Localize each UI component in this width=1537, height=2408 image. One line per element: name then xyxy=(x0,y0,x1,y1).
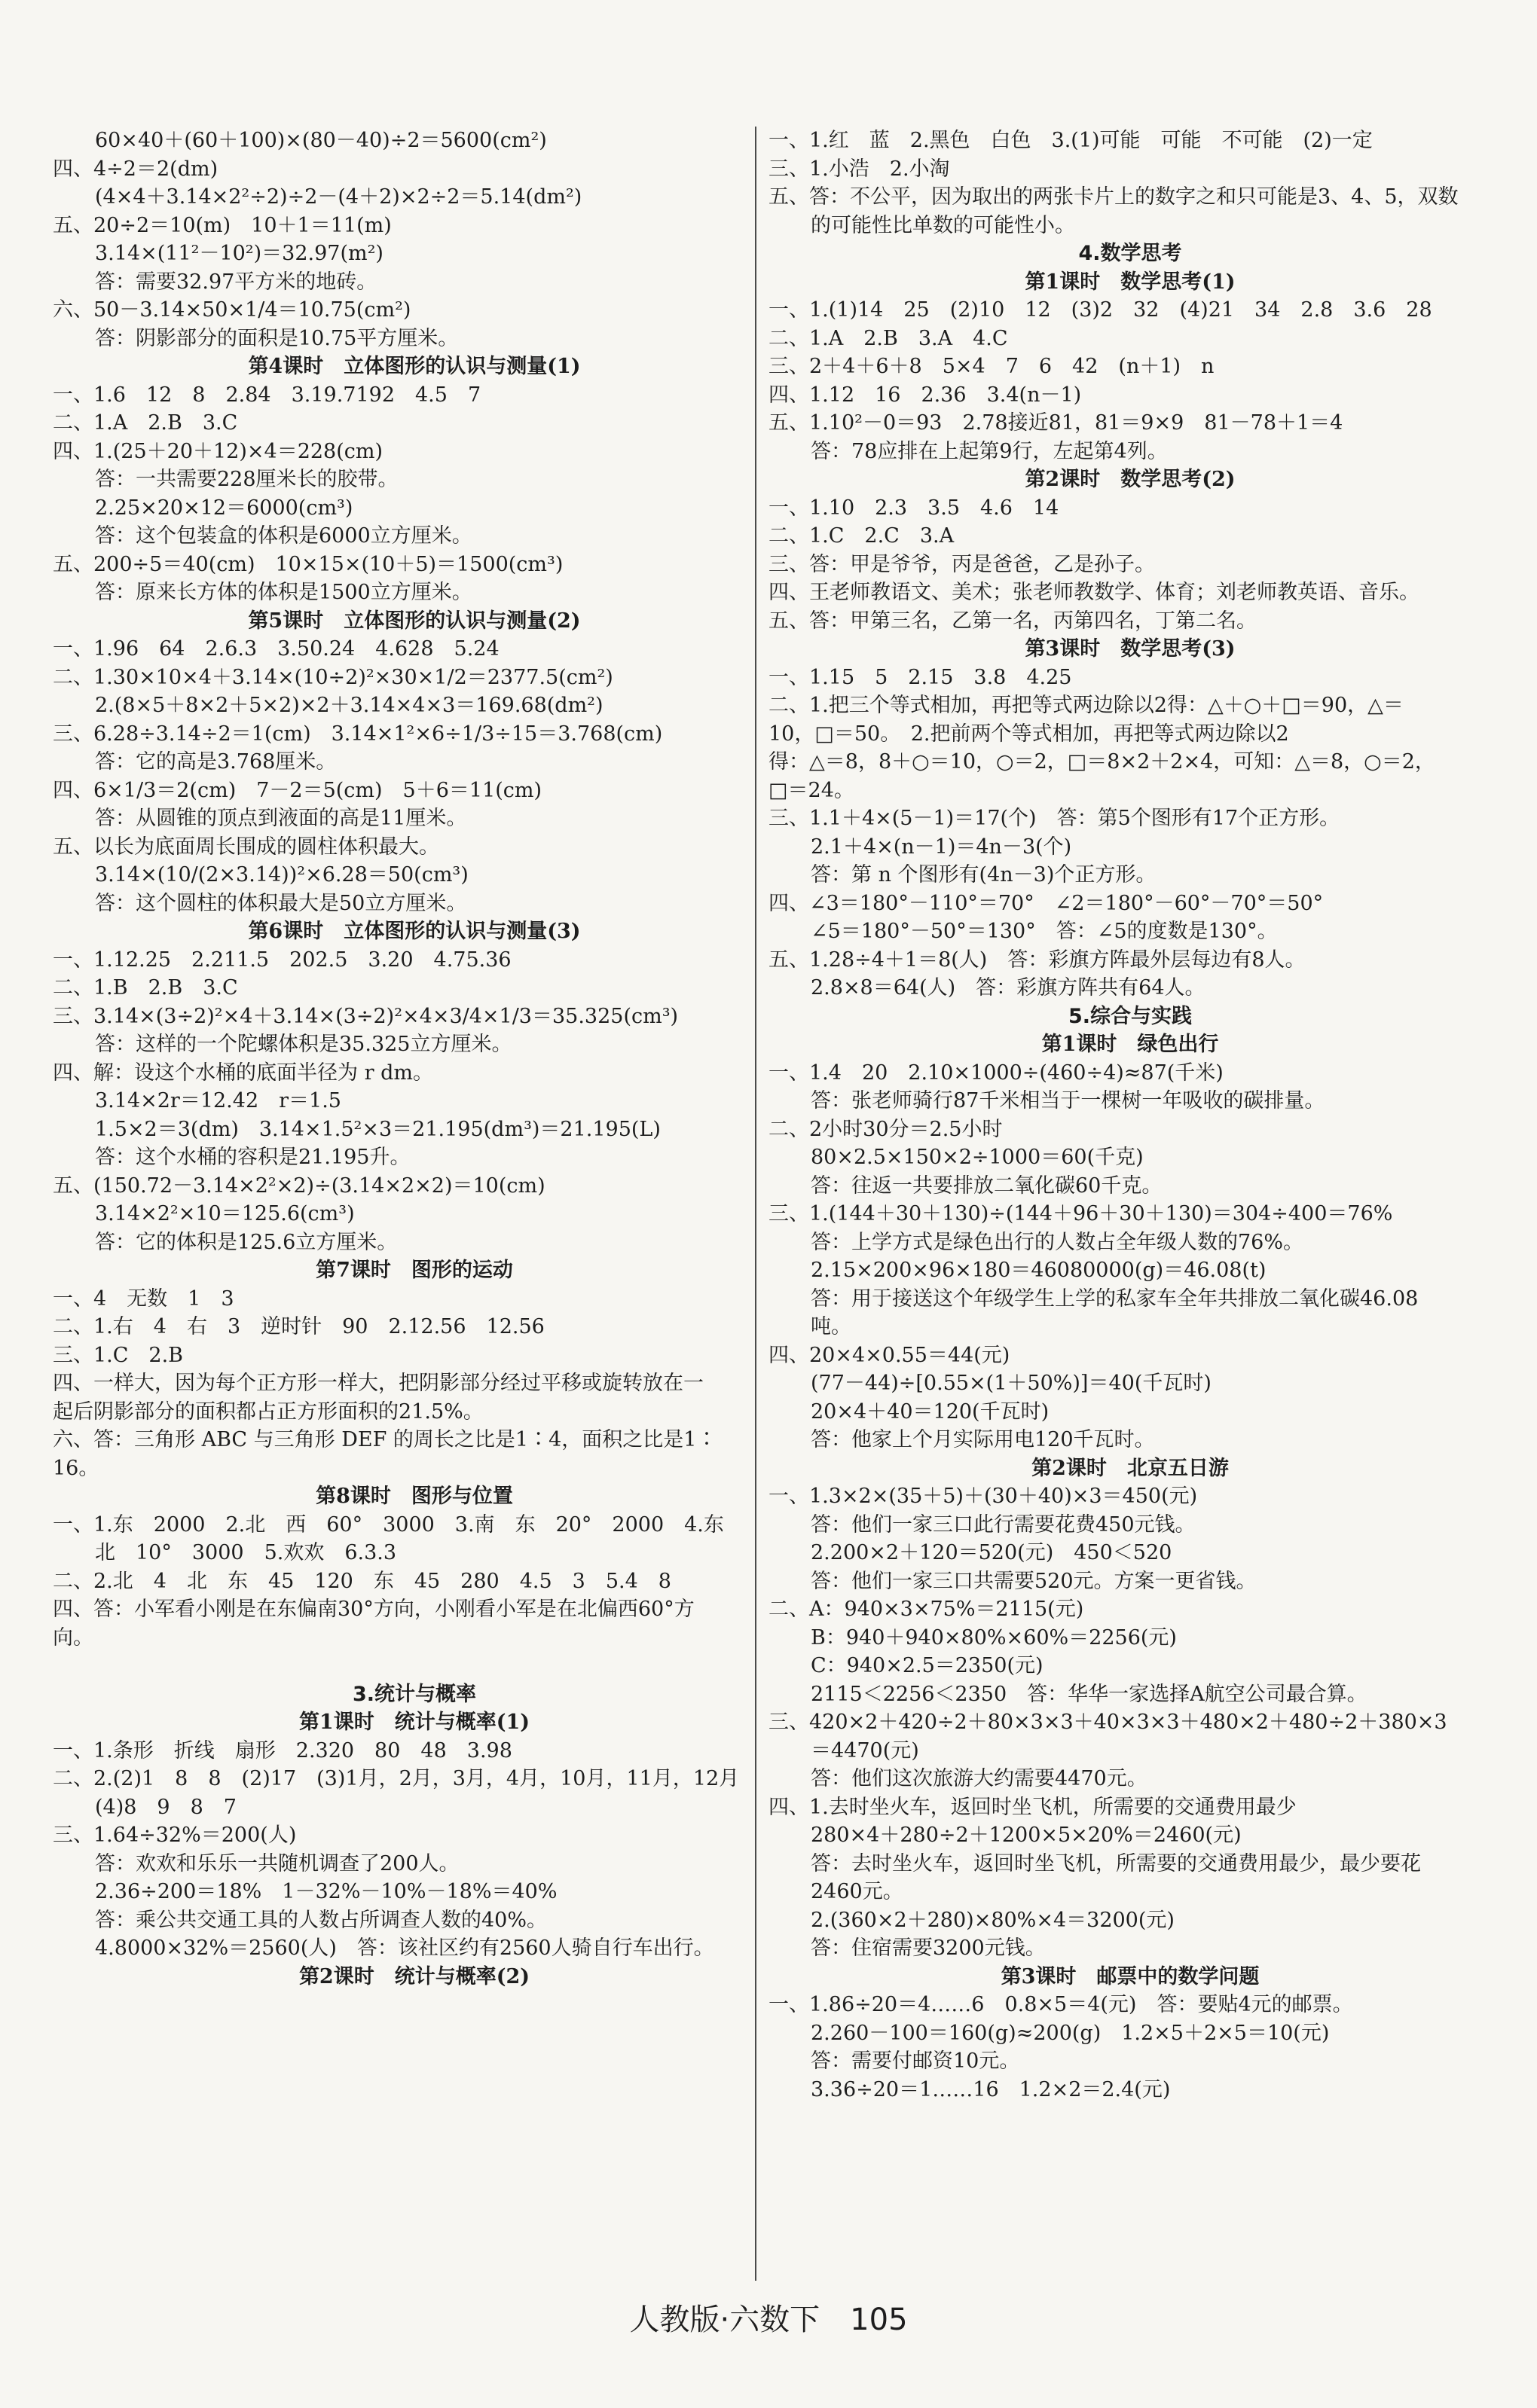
section-heading: 第4课时 立体图形的认识与测量(1) xyxy=(248,355,581,378)
answer-line xyxy=(53,1652,776,1680)
answer-line: 三、1.1＋4×(5－1)＝17(个) 答：第5个图形有17个正方形。 xyxy=(768,807,1340,830)
answer-line: (4)8 9 8 7 xyxy=(95,1795,237,1819)
answer-line: 三、420×2＋420÷2＋80×3×3＋40×3×3＋480×2＋480÷2＋380×3 xyxy=(768,1711,1447,1734)
answer-line: B：940＋940×80%×60%＝2256(元) xyxy=(811,1625,1177,1650)
answer-line: 得：△＝8，8＋○＝10，○＝2，□＝8×2＋2×4，可知：△＝8，○＝2， xyxy=(768,750,1435,774)
answer-line: ＝4470(元) xyxy=(811,1738,919,1763)
answer-line: 二、A：940×3×75%＝2115(元) xyxy=(768,1598,1084,1621)
answer-line: 三、1.C 2.B xyxy=(53,1343,184,1367)
answer-line: 向。 xyxy=(53,1625,93,1650)
answer-line: 吨。 xyxy=(811,1315,851,1338)
answer-line: 四、1.去时坐火车，返回时坐飞机，所需要的交通费用最少 xyxy=(768,1795,1297,1819)
answer-line: 80×2.5×150×2÷1000＝60(千克) xyxy=(811,1146,1144,1169)
answer-line: 2115＜2256＜2350 答：华华一家选择A航空公司最合算。 xyxy=(811,1682,1367,1706)
answer-line: 二、2.(2)1 8 8 (2)17 (3)1月，2月，3月，4月，10月，11月，12月 xyxy=(53,1767,740,1790)
answer-line: 一、1.96 64 2.6.3 3.50.24 4.628 5.24 xyxy=(53,637,500,661)
answer-line: 四、王老师教语文、美术；张老师教数学、体育；刘老师教英语、音乐。 xyxy=(768,581,1419,604)
answer-line: 答：这个圆柱的体积最大是50立方厘米。 xyxy=(95,891,467,915)
right-column xyxy=(768,127,1492,2104)
answer-line: 答：这样的一个陀螺体积是35.325立方厘米。 xyxy=(95,1033,512,1056)
answer-line: 2.(360×2＋280)×80%×4＝3200(元) xyxy=(811,1908,1175,1932)
answer-line: 2.15×200×96×180＝46080000(g)＝46.08(t) xyxy=(811,1259,1267,1282)
answer-line: 一、1.条形 折线 扇形 2.320 80 48 3.98 xyxy=(53,1738,512,1763)
answer-line: 五、20÷2＝10(m) 10＋1＝11(m) xyxy=(53,213,392,237)
answer-line: 答：需要付邮资10元。 xyxy=(811,2049,1020,2073)
answer-line: 280×4＋280÷2＋1200×5×20%＝2460(元) xyxy=(811,1824,1242,1847)
answer-line: 五、答：不公平，因为取出的两张卡片上的数字之和只可能是3、4、5，双数 xyxy=(768,185,1459,209)
answer-line: 2.(8×5＋8×2＋5×2)×2＋3.14×4×3＝169.68(dm²) xyxy=(95,694,603,717)
answer-line: 六、50－3.14×50×1/4＝10.75(cm²) xyxy=(53,298,411,322)
section-heading: 第7课时 图形的运动 xyxy=(316,1259,513,1282)
answer-line: 3.14×2²×10＝125.6(cm³) xyxy=(95,1202,355,1225)
answer-line: 一、1.15 5 2.15 3.8 4.25 xyxy=(768,665,1072,689)
answer-line: 2.260－100＝160(g)≈200(g) 1.2×5＋2×5＝10(元) xyxy=(811,2021,1330,2045)
answer-line: 四、一样大，因为每个正方形一样大，把阴影部分经过平移或旋转放在一 xyxy=(53,1372,704,1395)
answer-line: 一、1.6 12 8 2.84 3.19.7192 4.5 7 xyxy=(53,383,481,407)
section-heading: 4.数学思考 xyxy=(1078,242,1182,265)
answer-line: (4×4＋3.14×2²÷2)÷2－(4＋2)×2÷2＝5.14(dm²) xyxy=(95,185,582,209)
answer-line: 四、∠3＝180°－110°＝70° ∠2＝180°－60°－70°＝50° xyxy=(768,891,1324,915)
answer-line: 一、1.86÷20＝4……6 0.8×5＝4(元) 答：要贴4元的邮票。 xyxy=(768,1993,1353,2016)
answer-line: 答：他们一家三口共需要520元。方案一更省钱。 xyxy=(811,1569,1257,1593)
answer-line: 答：一共需要228厘米长的胶带。 xyxy=(95,468,399,491)
answer-line: 四、解：设这个水桶的底面半径为 r dm。 xyxy=(53,1061,433,1085)
answer-line: 3.14×(10/(2×3.14))²×6.28＝50(cm³) xyxy=(95,863,469,887)
answer-line: 一、1.12.25 2.211.5 202.5 3.20 4.75.36 xyxy=(53,948,512,972)
answer-line: C：940×2.5＝2350(元) xyxy=(811,1654,1044,1677)
answer-line: 答：原来长方体的体积是1500立方厘米。 xyxy=(95,581,472,604)
answer-line: 一、1.红 蓝 2.黑色 白色 3.(1)可能 可能 不可能 (2)一定 xyxy=(768,129,1373,152)
answer-line: 一、1.3×2×(35＋5)＋(30＋40)×3＝450(元) xyxy=(768,1485,1198,1508)
section-heading: 第1课时 绿色出行 xyxy=(1041,1033,1219,1056)
answer-line: 二、1.右 4 右 3 逆时针 90 2.12.56 12.56 xyxy=(53,1315,545,1338)
answer-line: 答：他们这次旅游大约需要4470元。 xyxy=(811,1767,1147,1790)
answer-line: 2.36÷200＝18% 1－32%－10%－18%＝40% xyxy=(95,1880,558,1903)
answer-line: 2.1＋4×(n－1)＝4n－3(个) xyxy=(811,835,1072,859)
answer-line: 二、1.A 2.B 3.A 4.C xyxy=(768,326,1008,350)
answer-line: 一、4 无数 1 3 xyxy=(53,1286,234,1311)
answer-line: 一、1.4 20 2.10×1000÷(460÷4)≈87(千米) xyxy=(768,1061,1224,1085)
answer-line: 1.5×2＝3(dm) 3.14×1.5²×3＝21.195(dm³)＝21.195(L) xyxy=(95,1117,661,1141)
answer-line: 四、1.(25＋20＋12)×4＝228(cm) xyxy=(53,439,383,463)
answer-line: 三、答：甲是爷爷，丙是爸爸，乙是孙子。 xyxy=(768,552,1155,576)
section-heading: 第1课时 数学思考(1) xyxy=(1025,270,1236,294)
answer-line: 3.14×2r＝12.42 r＝1.5 xyxy=(95,1089,341,1112)
answer-line: 60×40＋(60＋100)×(80－40)÷2＝5600(cm²) xyxy=(95,129,547,152)
answer-line: 答：张老师骑行87千米相当于一棵树一年吸收的碳排量。 xyxy=(811,1089,1325,1112)
answer-line: 的可能性比单数的可能性小。 xyxy=(811,213,1075,237)
answer-line: 四、20×4×0.55＝44(元) xyxy=(768,1343,1010,1367)
section-heading: 第2课时 统计与概率(2) xyxy=(298,1964,530,1988)
answer-line: 五、1.28÷4＋1＝8(人) 答：彩旗方阵最外层每边有8人。 xyxy=(768,948,1306,972)
answer-line: 起后阴影部分的面积都占正方形面积的21.5%。 xyxy=(53,1399,484,1424)
answer-line: 答：它的体积是125.6立方厘米。 xyxy=(95,1230,398,1254)
answer-line: 答：欢欢和乐乐一共随机调查了200人。 xyxy=(95,1851,460,1875)
section-heading: 第6课时 立体图形的认识与测量(3) xyxy=(248,920,581,943)
answer-line: 四、6×1/3＝2(cm) 7－2＝5(cm) 5＋6＝11(cm) xyxy=(53,778,542,802)
answer-line: 答：用于接送这个年级学生上学的私家车全年共排放二氧化碳46.08 xyxy=(811,1286,1419,1311)
answer-line: 20×4＋40＝120(千瓦时) xyxy=(811,1399,1050,1424)
answer-line: 三、1.小浩 2.小淘 xyxy=(768,157,950,181)
answer-line: (77－44)÷[0.55×(1＋50%)]＝40(千瓦时) xyxy=(811,1372,1212,1395)
answer-line: 16。 xyxy=(53,1456,99,1480)
section-heading: 第5课时 立体图形的认识与测量(2) xyxy=(248,609,581,633)
answer-line: 答：这个水桶的容积是21.195升。 xyxy=(95,1146,411,1169)
answer-line: 四、4÷2＝2(dm) xyxy=(53,157,218,181)
answer-line: 五、1.10²－0＝93 2.78接近81，81＝9×9 81－78＋1＝4 xyxy=(768,411,1343,435)
answer-line: 一、1.10 2.3 3.5 4.6 14 xyxy=(768,496,1059,520)
answer-line: 10，□＝50。 2.把前两个等式相加，再把等式两边除以2 xyxy=(768,722,1289,746)
answer-line: 4.8000×32%＝2560(人) 答：该社区约有2560人骑自行车出行。 xyxy=(95,1936,714,1960)
section-heading: 第8课时 图形与位置 xyxy=(316,1485,513,1508)
answer-line: 答：阴影部分的面积是10.75平方厘米。 xyxy=(95,326,459,350)
answer-line: 二、1.30×10×4＋3.14×(10÷2)²×30×1/2＝2377.5(cm²) xyxy=(53,665,613,689)
section-heading: 第2课时 北京五日游 xyxy=(1031,1456,1229,1480)
answer-line: 答：78应排在上起第9行，左起第4列。 xyxy=(811,439,1168,463)
section-heading: 第3课时 邮票中的数学问题 xyxy=(1001,1964,1260,1988)
answer-line: 答：第 n 个图形有(4n－3)个正方形。 xyxy=(811,863,1157,887)
answer-line: 答：需要32.97平方米的地砖。 xyxy=(95,270,377,294)
answer-line: 一、1.(1)14 25 (2)10 12 (3)2 32 (4)21 34 2.8 3.6 28 xyxy=(768,298,1432,322)
answer-line: 二、2.北 4 北 东 45 120 东 45 280 4.5 3 5.4 8 xyxy=(53,1569,671,1593)
answer-line: 二、1.A 2.B 3.C xyxy=(53,411,238,435)
answer-line: 答：去时坐火车，返回时坐飞机，所需要的交通费用最少，最少要花 xyxy=(811,1851,1421,1875)
answer-line: 二、1.B 2.B 3.C xyxy=(53,976,238,1000)
answer-line: 五、200÷5＝40(cm) 10×15×(10＋5)＝1500(cm³) xyxy=(53,552,564,576)
answer-line: 2460元。 xyxy=(811,1880,903,1903)
answer-line: 三、1.(144＋30＋130)÷(144＋96＋30＋130)＝304÷400＝76% xyxy=(768,1202,1393,1225)
answer-line: 二、2小时30分＝2.5小时 xyxy=(768,1117,1003,1141)
section-heading: 5.综合与实践 xyxy=(1068,1004,1193,1028)
answer-line: 答：从圆锥的顶点到液面的高是11厘米。 xyxy=(95,807,467,830)
answer-line: 答：乘公共交通工具的人数占所调查人数的40%。 xyxy=(95,1908,548,1932)
answer-line: 答：往返一共要排放二氧化碳60千克。 xyxy=(811,1173,1163,1198)
answer-line: 答：它的高是3.768厘米。 xyxy=(95,750,337,774)
answer-line: ∠5＝180°－50°＝130° 答：∠5的度数是130°。 xyxy=(811,920,1278,943)
section-heading: 第2课时 数学思考(2) xyxy=(1025,468,1236,491)
answer-line: 五、(150.72－3.14×2²×2)÷(3.14×2×2)＝10(cm) xyxy=(53,1173,545,1198)
answer-line: 答：他家上个月实际用电120千瓦时。 xyxy=(811,1428,1155,1451)
answer-line: 三、3.14×(3÷2)²×4＋3.14×(3÷2)²×4×3/4×1/3＝35.325(cm³) xyxy=(53,1004,679,1028)
answer-line: 3.14×(11²－10²)＝32.97(m²) xyxy=(95,242,383,265)
answer-line: 2.200×2＋120＝520(元) 450＜520 xyxy=(811,1541,1172,1564)
answer-line: 四、1.12 16 2.36 3.4(n－1) xyxy=(768,383,1082,407)
answer-line: 一、1.东 2000 2.北 西 60° 3000 3.南 东 20° 2000 4.东 xyxy=(53,1512,724,1537)
answer-line: 二、1.C 2.C 3.A xyxy=(768,524,955,548)
left-column xyxy=(53,127,776,1991)
section-heading: 第3课时 数学思考(3) xyxy=(1025,637,1236,661)
answer-line: 六、答：三角形 ABC 与三角形 DEF 的周长之比是1∶4，面积之比是1∶ xyxy=(53,1428,717,1451)
answer-line: 三、1.64÷32%＝200(人) xyxy=(53,1824,297,1847)
answer-line: 3.36÷20＝1……16 1.2×2＝2.4(元) xyxy=(811,2077,1171,2101)
answer-line: 答：上学方式是绿色出行的人数占全年级人数的76%。 xyxy=(811,1230,1304,1254)
answer-line: 四、答：小军看小刚是在东偏南30°方向，小刚看小军是在北偏西60°方 xyxy=(53,1598,695,1621)
answer-line: 答：他们一家三口此行需要花费450元钱。 xyxy=(811,1512,1196,1537)
answer-line: 北 10° 3000 5.欢欢 6.3.3 xyxy=(95,1541,397,1564)
answer-line: 答：住宿需要3200元钱。 xyxy=(811,1936,1046,1960)
section-heading: 3.统计与概率 xyxy=(352,1682,477,1706)
answer-line: 五、以长为底面周长围成的圆柱体积最大。 xyxy=(53,835,439,859)
answer-line: 2.25×20×12＝6000(cm³) xyxy=(95,496,353,520)
answer-line: □＝24。 xyxy=(768,778,854,802)
column-divider xyxy=(755,127,756,2281)
answer-line: 五、答：甲第三名，乙第一名，丙第四名，丁第二名。 xyxy=(768,609,1257,633)
page-footer: 人教版·六数下 105 xyxy=(629,2303,908,2337)
answer-line: 二、1.把三个等式相加，再把等式两边除以2得：△＋○＋□＝90，△＝ xyxy=(768,694,1404,717)
answer-line: 三、2＋4＋6＋8 5×4 7 6 42 (n＋1) n xyxy=(768,355,1215,378)
answer-line: 三、6.28÷3.14÷2＝1(cm) 3.14×1²×6÷1/3÷15＝3.768(cm) xyxy=(53,722,663,746)
answer-line: 2.8×8＝64(人) 答：彩旗方阵共有64人。 xyxy=(811,976,1205,1000)
answer-line: 答：这个包装盒的体积是6000立方厘米。 xyxy=(95,524,472,548)
section-heading: 第1课时 统计与概率(1) xyxy=(298,1711,530,1734)
